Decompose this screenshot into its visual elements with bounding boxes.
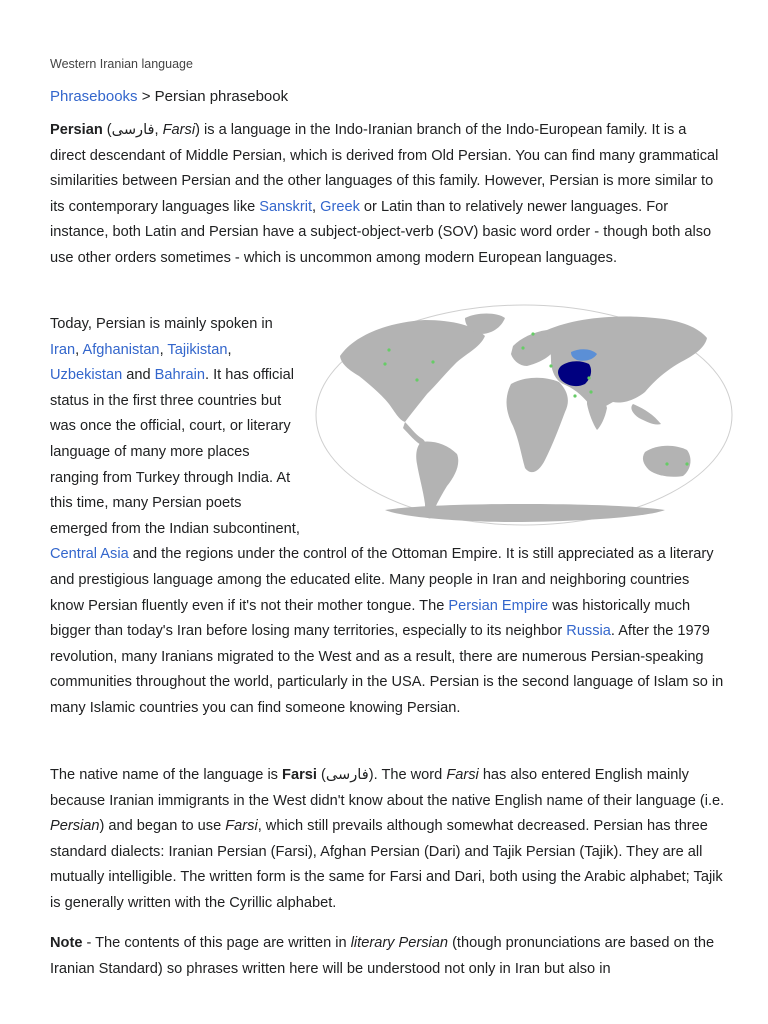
text: , [154, 122, 163, 138]
minor-community-dot [387, 348, 390, 351]
text: ( [316, 767, 326, 783]
text: , [159, 341, 168, 358]
breadcrumb [50, 88, 288, 105]
link-greek[interactable]: Greek [320, 198, 360, 215]
link-iran[interactable]: Iran [50, 341, 76, 358]
text: , [312, 198, 321, 215]
intro-paragraph [50, 118, 725, 272]
text: ). The word [368, 767, 447, 783]
link-afghanistan[interactable]: Afghanistan [82, 341, 160, 358]
farsi-bold: Farsi [282, 767, 317, 783]
language-name: Persian [50, 122, 103, 138]
link-central-asia[interactable]: Central Asia [50, 546, 129, 563]
text: , [75, 341, 83, 358]
link-uzbekistan[interactable]: Uzbekistan [50, 367, 123, 384]
breadcrumb-separator: > [137, 88, 155, 105]
text: ) is a language in the Indo-Iranian branch of the Indo-European family. It is a direct descendant of Middle Persian, which is derived from Old Persian. You can find many grammatical similarities between Persian and the other languages of this family. However, Persian is more similar to its contemporary languages like [50, 122, 719, 215]
minor-community-dot [415, 378, 418, 381]
minor-community-dot [531, 332, 534, 335]
literary-persian-term: literary Persian [350, 935, 449, 951]
text: has also entered English mainly because Iranian immigrants in the West didn't know about the native English name of their language (i.e. [50, 767, 725, 809]
text: - The contents of this page are written in [82, 935, 351, 951]
breadcrumb-current: Persian phrasebook [154, 88, 289, 105]
farsi-term: Farsi [446, 767, 479, 783]
minor-community-dot [521, 346, 524, 349]
antarctica [385, 504, 665, 522]
link-russia[interactable]: Russia [566, 623, 611, 640]
note-label: Note [50, 935, 83, 951]
text: and [122, 367, 155, 384]
minor-community-dot [573, 394, 576, 397]
minor-community-dot [685, 462, 688, 465]
persian-world-map[interactable] [315, 304, 733, 526]
note-paragraph [50, 931, 725, 982]
page-subtitle: Western Iranian language [50, 57, 193, 71]
link-persian-empire[interactable]: Persian Empire [448, 597, 549, 614]
text: and the regions under the control of the Ottoman Empire. It is still appreciated as a literary and prestigious language among the educated elite. Many people in Iran and neighboring countries know Persian fluently even if it's not their mother tongue. The [50, 546, 714, 614]
geography-paragraph [50, 312, 725, 722]
native-name-paragraph [50, 763, 725, 917]
minor-community-dot [587, 376, 590, 379]
link-tajikistan[interactable]: Tajikistan [167, 341, 228, 358]
text: , which still prevails although somewhat decreased. Persian has three standard dialects: Iranian Persian (Farsi), Afghan Persian (Dari) and Tajik Persian (Tajik). They are all mutually intelligible. The written form is the same for Farsi and Dari, both using the Arabic alphabet; Tajik is generally written with the Cyrillic alphabet. [50, 818, 723, 911]
text: Today, Persian is mainly spoken in [50, 316, 273, 332]
text: was historically much bigger than today's Iran before losing many territories, especially to its neighbor [50, 597, 691, 640]
text: ) and began to use [99, 818, 226, 835]
minor-community-dot [665, 462, 668, 465]
native-script: فارسی [325, 767, 369, 783]
minor-community-dot [383, 362, 386, 365]
farsi-term: Farsi [225, 818, 258, 835]
text: The native name of the language is [50, 767, 283, 783]
text: . After the 1979 revolution, many Iranians migrated to the West and as a result, there are numerous Persian-speaking communities throughout the world, particularly in the USA. Persian is the second language of Islam so in many Islamic countries you can find someone knowing Persian. [50, 623, 724, 716]
link-bahrain[interactable]: Bahrain [154, 367, 205, 384]
breadcrumb-link-phrasebooks[interactable]: Phrasebooks [50, 88, 138, 105]
minor-community-dot [431, 360, 434, 363]
text: or Latin than to relatively newer languages. For instance, both Latin and Persian have a subject-object-verb (SOV) basic word order - though both also use other orders sometimes - which is uncommon among modern European languages. [50, 198, 712, 266]
minor-community-dot [549, 364, 552, 367]
native-script: فارسی [111, 122, 155, 138]
farsi-term: Farsi [162, 122, 196, 138]
text: . It has official status in the first three countries but was once the official, court, or literary language of many more places ranging from Turkey through India. At this time, many Persian poets emerged from the Indian subcontinent, [50, 367, 300, 537]
persian-term: Persian [50, 818, 100, 835]
world-map-svg [315, 304, 733, 526]
text: ( [102, 122, 112, 138]
link-sanskrit[interactable]: Sanskrit [259, 198, 313, 215]
text: , [227, 341, 232, 358]
text: (though pronunciations are based on the Iranian Standard) so phrases written here will be understood not only in Iran but also in [50, 935, 715, 977]
minor-community-dot [589, 390, 592, 393]
